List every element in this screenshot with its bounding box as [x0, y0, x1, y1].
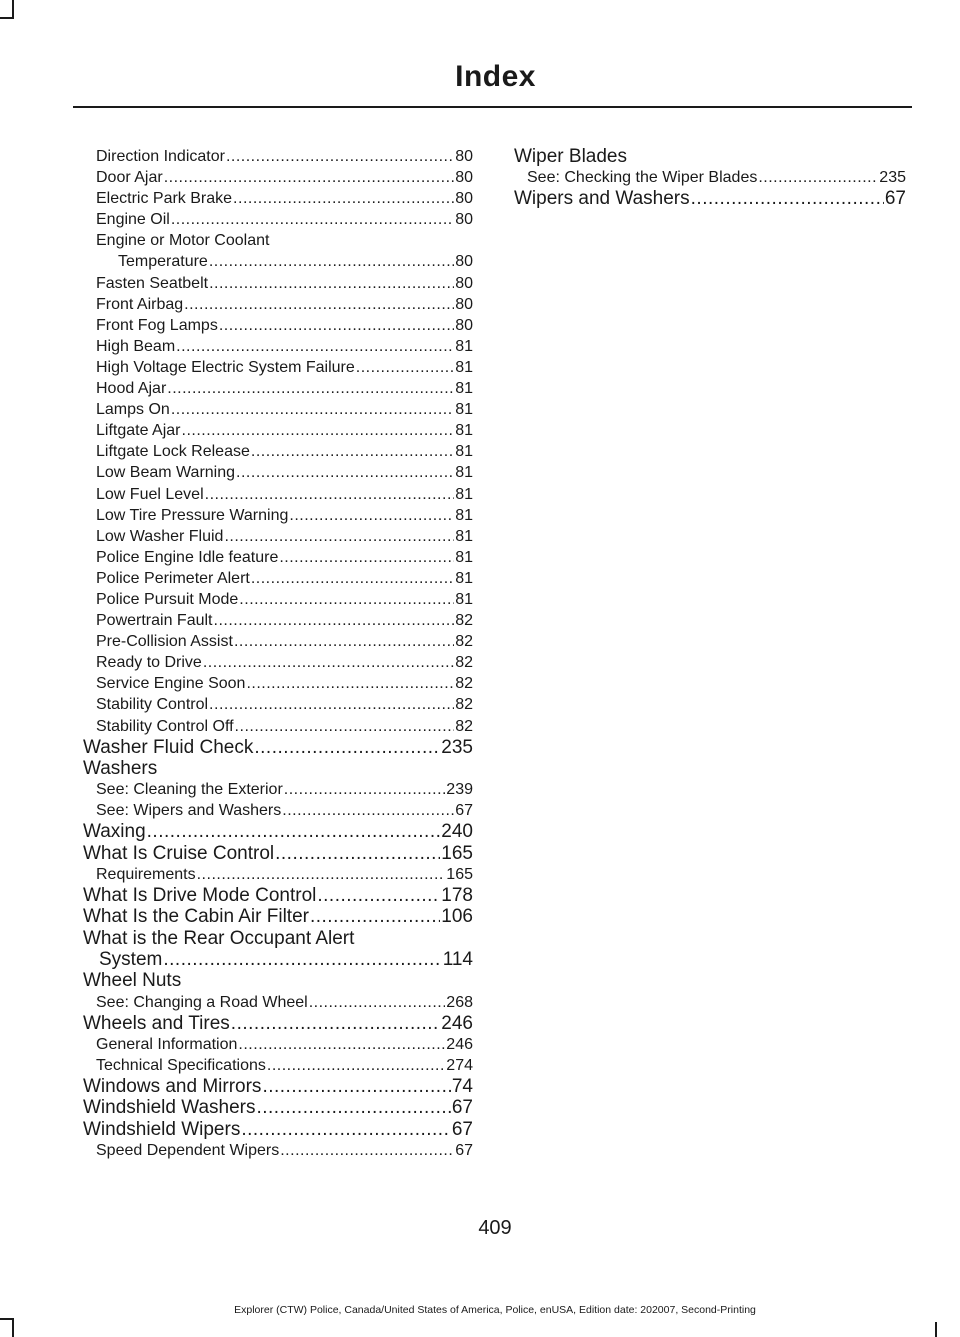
index-subentry [83, 441, 473, 462]
entry-label: See: Wipers and Washers [96, 802, 282, 820]
entry-page-number: 67 [455, 802, 473, 820]
dot-leader [182, 420, 455, 441]
entry-page-number: 80 [455, 295, 473, 313]
entry-label: Front Fog Lamps [96, 316, 218, 334]
entry-page-number: 235 [879, 169, 906, 187]
entry-page-number: 81 [455, 464, 473, 482]
entry-label: Wipers and Washers [514, 188, 690, 210]
crop-mark-bottom-left [12, 1318, 14, 1337]
entry-label: Washer Fluid Check [83, 736, 254, 758]
entry-page-number: 81 [455, 443, 473, 461]
entry-label: Windshield Wipers [83, 1118, 241, 1140]
entry-page-number: 81 [455, 401, 473, 419]
crop-mark-bottom-left [0, 1318, 14, 1320]
dot-leader [279, 547, 454, 568]
entry-label: Hood Ajar [96, 380, 167, 398]
dot-leader [197, 864, 446, 885]
entry-label: Lamps On [96, 401, 170, 419]
entry-label: What Is Cruise Control [83, 842, 275, 864]
entry-page-number: 178 [441, 885, 473, 907]
dot-leader [171, 209, 454, 230]
entry-label: High Beam [96, 337, 176, 355]
entry-label: Engine or Motor Coolant [96, 232, 270, 250]
header-rule [73, 106, 912, 108]
dot-leader [203, 652, 454, 673]
entry-page-number: 81 [455, 485, 473, 503]
index-subentry [83, 694, 473, 715]
entry-page-number: 81 [455, 506, 473, 524]
index-subentry [83, 146, 473, 167]
entry-label: Pre-Collision Assist [96, 633, 233, 651]
index-heading [83, 906, 473, 927]
entry-label: Service Engine Soon [96, 675, 246, 693]
entry-label: What Is Drive Mode Control [83, 885, 317, 907]
index-subentry [83, 167, 473, 188]
dot-leader [176, 336, 454, 357]
entry-page-number: 82 [455, 654, 473, 672]
index-subentry [83, 568, 473, 589]
index-subentry [83, 273, 473, 294]
index-subentry [83, 336, 473, 357]
index-subentry [83, 864, 473, 885]
index-heading [83, 1119, 473, 1140]
entry-page-number: 81 [455, 380, 473, 398]
entry-page-number: 67 [884, 188, 906, 210]
index-subentry [83, 631, 473, 652]
footer-text: Explorer (CTW) Police, Canada/United States of America, Police, enUSA, Edition date: 202007, Second-Printing [234, 1304, 756, 1316]
entry-page-number: 81 [455, 337, 473, 355]
index-heading [83, 737, 473, 758]
dot-leader [267, 1055, 445, 1076]
dot-leader [691, 188, 884, 209]
entry-page-number: 82 [455, 696, 473, 714]
entry-label: Police Perimeter Alert [96, 569, 250, 587]
index-subentry [83, 357, 473, 378]
dot-leader [219, 315, 454, 336]
dot-leader [184, 294, 454, 315]
index-subentry [514, 167, 906, 188]
entry-label: Police Pursuit Mode [96, 590, 239, 608]
entry-page-number: 67 [451, 1118, 473, 1140]
entry-page-number: 82 [455, 612, 473, 630]
dot-leader [289, 505, 454, 526]
entry-label: Wheels and Tires [83, 1012, 230, 1034]
index-subentry [83, 1055, 473, 1076]
index-subentry [83, 462, 473, 483]
index-heading [83, 821, 473, 842]
index-subentry [83, 1140, 473, 1161]
entry-page-number: 165 [446, 866, 473, 883]
dot-leader [310, 906, 440, 927]
index-subentry [83, 209, 473, 230]
entry-label: High Voltage Electric System Failure [96, 358, 355, 376]
index-subentry [83, 378, 473, 399]
index-subentry [83, 484, 473, 505]
entry-page-number: 80 [455, 211, 473, 229]
entry-page-number: 81 [455, 590, 473, 608]
entry-label: What is the Rear Occupant Alert [83, 927, 355, 949]
dot-leader [241, 1119, 451, 1140]
dot-leader [164, 167, 455, 188]
entry-label: Windows and Mirrors [83, 1076, 262, 1098]
entry-label: Police Engine Idle feature [96, 548, 279, 566]
crop-mark-top-left [12, 0, 14, 18]
entry-page-number: 80 [455, 148, 473, 165]
entry-label: Waxing [83, 821, 146, 843]
entry-page-number: 74 [451, 1076, 473, 1098]
entry-page-number: 235 [441, 736, 473, 758]
index-subentry [83, 1034, 473, 1055]
dot-leader [309, 992, 446, 1013]
entry-page-number: 67 [451, 1097, 473, 1119]
entry-page-number: 80 [455, 253, 473, 271]
entry-page-number: 165 [441, 842, 473, 864]
entry-label: Engine Oil [96, 211, 170, 229]
index-subentry [83, 652, 473, 673]
entry-page-number: 81 [455, 569, 473, 587]
index-heading [83, 885, 473, 906]
dot-leader [238, 1034, 445, 1055]
dot-leader [246, 673, 454, 694]
entry-page-number: 81 [455, 358, 473, 376]
crop-mark-bottom-right [935, 1322, 937, 1337]
dot-leader [231, 1013, 441, 1034]
index-subentry [83, 800, 473, 821]
entry-page-number: 81 [455, 548, 473, 566]
index-heading [83, 1097, 473, 1118]
dot-leader [209, 251, 454, 272]
index-column-right [514, 146, 906, 210]
entry-label: Liftgate Lock Release [96, 443, 250, 461]
index-heading [83, 1076, 473, 1097]
entry-label: General Information [96, 1035, 238, 1053]
index-heading [514, 146, 906, 167]
dot-leader [236, 462, 454, 483]
dot-leader [256, 1097, 450, 1118]
entry-label: See: Changing a Road Wheel [96, 993, 308, 1011]
entry-label: Speed Dependent Wipers [96, 1142, 280, 1160]
entry-label: Stability Control [96, 696, 209, 714]
entry-page-number: 82 [455, 717, 473, 735]
entry-page-number: 114 [442, 948, 473, 970]
index-heading [83, 843, 473, 864]
entry-label: Technical Specifications [96, 1057, 266, 1075]
entry-label: Front Airbag [96, 295, 184, 313]
index-subentry [83, 188, 473, 209]
index-subentry [83, 547, 473, 568]
index-subentry [83, 230, 473, 251]
entry-page-number: 106 [441, 906, 473, 928]
entry-label: Low Beam Warning [96, 464, 236, 482]
entry-page-number: 67 [455, 1142, 473, 1160]
dot-leader [284, 779, 446, 800]
index-subentry [83, 505, 473, 526]
entry-label: Powertrain Fault [96, 612, 213, 630]
entry-label: Liftgate Ajar [96, 422, 181, 440]
index-subentry [83, 315, 473, 336]
entry-label: Electric Park Brake [96, 190, 233, 208]
index-heading [83, 758, 473, 779]
dot-leader [224, 526, 454, 547]
entry-label: Door Ajar [96, 169, 163, 187]
dot-leader [167, 378, 454, 399]
entry-label: See: Checking the Wiper Blades [527, 169, 758, 187]
dot-leader [233, 188, 454, 209]
entry-page-number: 82 [455, 633, 473, 651]
entry-label: See: Cleaning the Exterior [96, 781, 283, 799]
dot-leader [209, 694, 454, 715]
entry-label: Requirements [96, 866, 196, 883]
entry-page-number: 240 [441, 821, 473, 843]
dot-leader [226, 146, 454, 167]
dot-leader [214, 610, 455, 631]
entry-label: Stability Control Off [96, 717, 234, 735]
dot-leader [758, 167, 878, 188]
index-subentry [83, 526, 473, 547]
dot-leader [275, 843, 440, 864]
dot-leader [254, 737, 440, 758]
crop-mark-top-left [0, 17, 14, 19]
index-subentry [83, 251, 473, 272]
entry-page-number: 274 [446, 1057, 473, 1075]
index-subentry [83, 779, 473, 800]
page-title: Index [455, 60, 536, 93]
entry-page-number: 82 [455, 675, 473, 693]
dot-leader [209, 273, 454, 294]
entry-page-number: 268 [446, 993, 473, 1011]
entry-label: Low Washer Fluid [96, 527, 224, 545]
entry-label: Washers [83, 757, 158, 779]
dot-leader [147, 821, 441, 842]
dot-leader [356, 357, 454, 378]
dot-leader [235, 716, 455, 737]
entry-page-number: 239 [446, 781, 473, 799]
dot-leader [171, 399, 454, 420]
entry-label: Windshield Washers [83, 1097, 256, 1119]
index-subentry [83, 673, 473, 694]
entry-page-number: 81 [455, 422, 473, 440]
entry-label: Wheel Nuts [83, 970, 182, 992]
dot-leader [280, 1140, 454, 1161]
entry-page-number: 246 [441, 1012, 473, 1034]
dot-leader [282, 800, 454, 821]
index-heading [83, 928, 473, 949]
dot-leader [163, 949, 441, 970]
dot-leader [205, 484, 455, 505]
dot-leader [251, 568, 454, 589]
page-number: 409 [478, 1217, 512, 1239]
index-subentry [83, 716, 473, 737]
entry-label: Wiper Blades [514, 146, 627, 167]
dot-leader [251, 441, 454, 462]
entry-page-number: 80 [455, 190, 473, 208]
index-column-left [83, 146, 473, 1161]
index-heading [514, 188, 906, 209]
dot-leader [239, 589, 454, 610]
entry-label: Ready to Drive [96, 654, 202, 672]
dot-leader [234, 631, 454, 652]
entry-page-number: 80 [455, 316, 473, 334]
entry-label: Direction Indicator [96, 148, 225, 165]
entry-label: System [99, 948, 163, 970]
entry-page-number: 81 [455, 527, 473, 545]
index-subentry [83, 399, 473, 420]
dot-leader [262, 1076, 450, 1097]
dot-leader [317, 885, 440, 906]
entry-label: Low Tire Pressure Warning [96, 506, 289, 524]
index-subentry [83, 589, 473, 610]
entry-page-number: 80 [455, 169, 473, 187]
entry-label: What Is the Cabin Air Filter [83, 906, 309, 928]
entry-page-number: 80 [455, 274, 473, 292]
index-subentry [83, 420, 473, 441]
index-heading [83, 1013, 473, 1034]
entry-label: Temperature [118, 253, 208, 271]
index-subentry [83, 610, 473, 631]
entry-label: Fasten Seatbelt [96, 274, 209, 292]
entry-label: Low Fuel Level [96, 485, 204, 503]
entry-page-number: 246 [446, 1035, 473, 1053]
index-subentry [83, 992, 473, 1013]
index-heading [83, 949, 473, 970]
index-heading [83, 970, 473, 991]
index-subentry [83, 294, 473, 315]
